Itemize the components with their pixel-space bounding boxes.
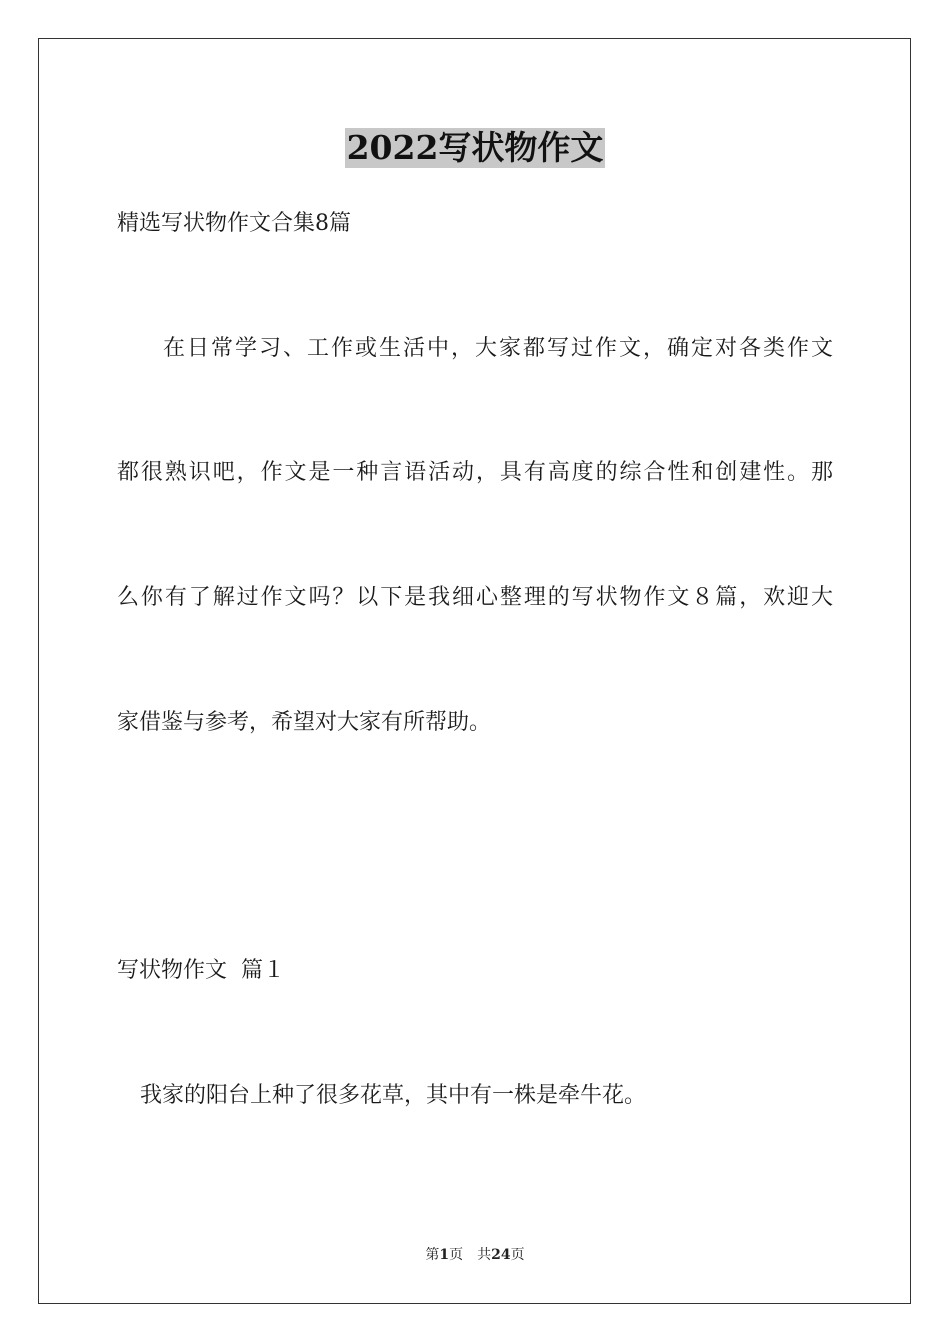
intro-line-2: 都很熟识吧，作文是一种言语活动，具有高度的综合性和创建性。那 [117, 460, 833, 485]
intro-line-3: 么你有了解过作文吗？以下是我细心整理的写状物作文８篇，欢迎大 [117, 585, 833, 610]
intro-line-4: 家借鉴与参考，希望对大家有所帮助。 [117, 710, 492, 735]
document-subtitle: 精选写状物作文合集8篇 [117, 211, 351, 236]
footer-total-suffix: 页 [510, 1247, 525, 1263]
page-footer [0, 1246, 950, 1264]
footer-page-prefix: 第 [425, 1247, 440, 1263]
footer-total-prefix: 共 [477, 1247, 492, 1263]
intro-line-1: 在日常学习、工作或生活中，大家都写过作文，确定对各类作文 [163, 336, 833, 361]
title-container [0, 128, 950, 168]
section-heading: 写状物作文 篇１ [117, 958, 285, 983]
footer-page-suffix: 页 [449, 1247, 464, 1263]
footer-total-pages: 24 [491, 1247, 511, 1263]
footer-page-number: 1 [439, 1247, 450, 1263]
document-title: 2022写状物作文 [346, 128, 604, 167]
section-paragraph: 我家的阳台上种了很多花草，其中有一株是牵牛花。 [140, 1083, 647, 1108]
